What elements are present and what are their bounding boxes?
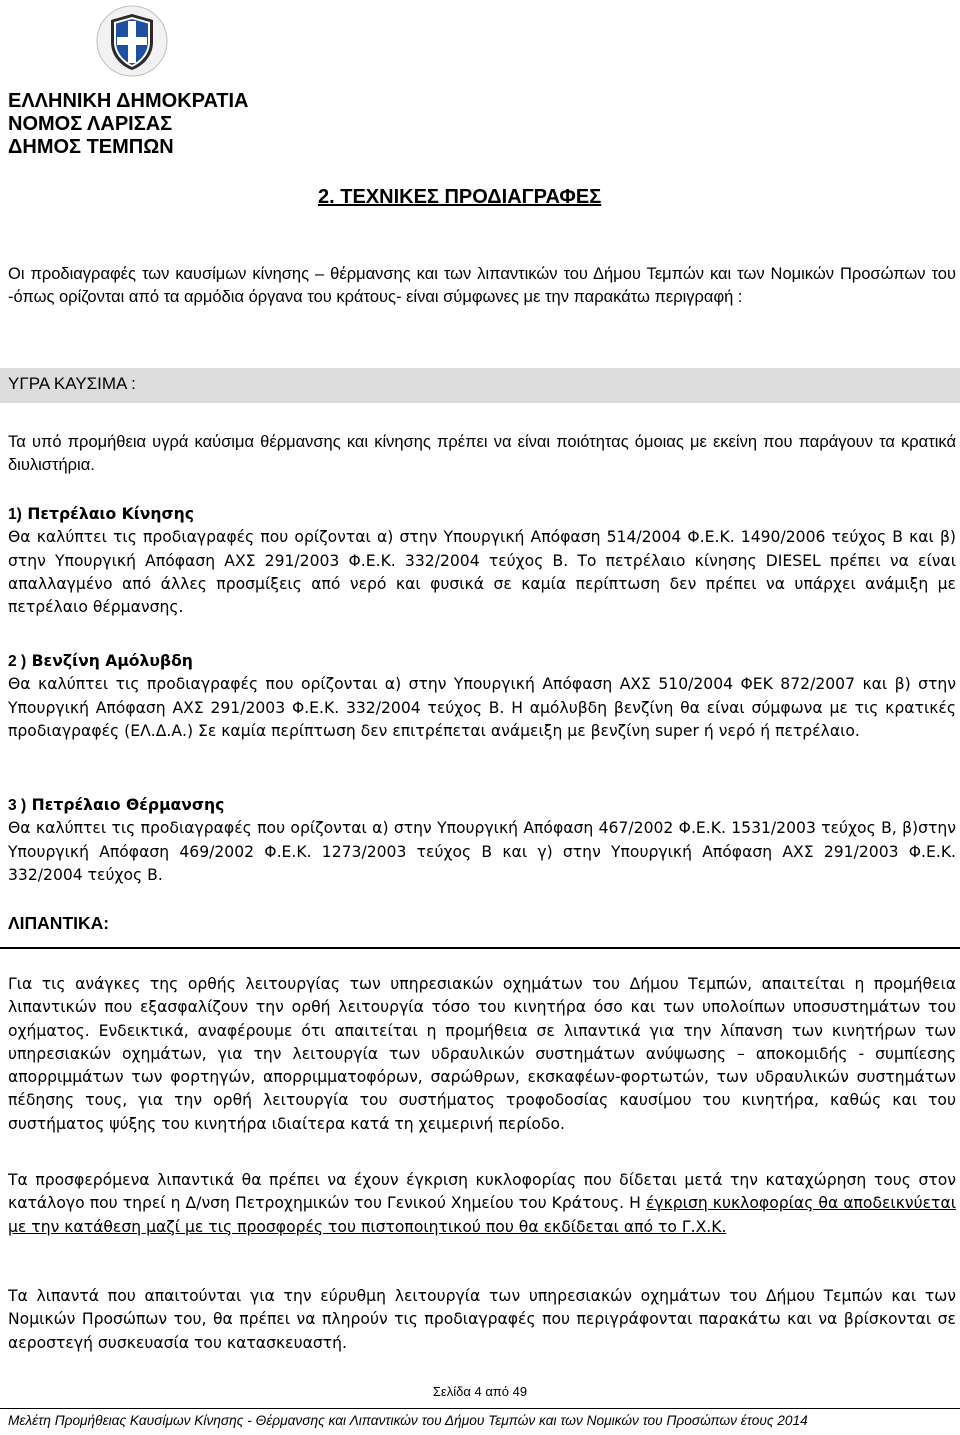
approval-certificate-note: έγκριση κυκλοφορίας θα αποδεικνύεται με την κατάθεση μαζί με τις προσφορές του πιστοποιητικού που θα εκδίδεται από το Γ.Χ.Κ. (8, 1194, 957, 1236)
liquid-fuels-heading: ΥΓΡΑ ΚΑΥΣΙΜΑ : (8, 374, 136, 393)
page-footer: Μελέτη Προμήθειας Καυσίμων Κίνησης - Θέρμανσης και Λιπαντικών του Δήμου Τεμπών και των Νομικών του Προσώπων έτους 2014 (8, 1413, 808, 1428)
intro-paragraph: Οι προδιαγραφές των καυσίμων κίνησης – θέρμανσης και των λιπαντικών του Δήμου Τεμπών και των Νομικών Προσώπων του -όπως ορίζονται από τα αρμόδια όργανα του κράτους- είναι σύμφωνες με την παρακάτω περιγραφή : (8, 265, 956, 306)
lubricants-heading: ΛΙΠΑΝΤΙΚΑ: (8, 913, 110, 933)
item-unleaded-petrol-text: Θα καλύπτει τις προδιαγραφές που ορίζονται α) στην Υπουργική Απόφαση ΑΧΣ 510/2004 ΦΕΚ 872/2007 και β) στην Υπουργική Απόφαση ΑΧΣ 291/2003 Φ.Ε.Κ. 332/2004 τεύχος Β. Η αμόλυβδη βενζίνη θα είναι σύμφωνα με τις κρατικές προδιαγραφές (ΕΛ.Δ.Α.) Σε καμία περίπτωση δεν επιτρέπεται ανάμειξη με βενζίνη super ή νερό ή πετρέλαιο. (8, 675, 956, 740)
liquid-fuels-heading-bar (0, 368, 960, 403)
footer-divider (0, 1408, 960, 1409)
lubricants-paragraph-3: Τα λιπαντά που απαιτούνται για την εύρυθμη λειτουργία των υπηρεσιακών οχημάτων του Δήμου Τεμπών και των Νομικών Προσώπων του, θα πρέπει να πληρούν τις προδιαγραφές που περιγράφονται παρακάτω και να βρίσκονται σε αεροστεγή συσκευασία του κατασκευαστή. (8, 1287, 956, 1352)
item-diesel-text: Θα καλύπτει τις προδιαγραφές που ορίζονται α) στην Υπουργική Απόφαση 514/2004 Φ.Ε.Κ. 1490/2006 τεύχος Β και β) στην Υπουργική Απόφαση ΑΧΣ 291/2003 Φ.Ε.Κ. 332/2004 τεύχος Β. Το πετρέλαιο κίνησης DIESEL πρέπει να είναι απαλλαγμένο από άλλες προσμίξεις από νερό και φυσικά σε καμία περίπτωση δεν πρέπει να υπάρχει ανάμιξη με πετρέλαιο θέρμανσης. (8, 528, 956, 617)
item-heating-oil-heading: 3 ) Πετρέλαιο Θέρμανσης (8, 796, 225, 814)
lubricants-divider (0, 947, 960, 949)
item-diesel-heading: 1) Πετρέλαιο Κίνησης (8, 505, 195, 523)
greek-coat-of-arms-icon (95, 4, 169, 78)
item-unleaded-petrol-heading: 2 ) Βενζίνη Αμόλυβδη (8, 652, 193, 670)
lubricants-paragraph-1: Για τις ανάγκες της ορθής λειτουργίας των υπηρεσιακών οχημάτων του Δήμου Τεμπών, απαιτείται η προμήθεια λιπαντικών που εξασφαλίζουν την ορθή λειτουργία τόσο του κινητήρα όσο και των υπολοίπων υποσυστημάτων του οχήματος. Ενδεικτικά, αναφέρουμε ότι απαιτείται η προμήθεια σε λιπαντικά για την λίπανση των κινητήρων των υπηρεσιακών οχημάτων, για την λειτουργία των υδραυλικών συστημάτων ανύψωσης – αποκομιδής - συμπίεσης απορριμμάτων των φορτηγών, απορριμματοφόρων, σαρώθρων, εκσκαφέων-φορτωτών, των υδραυλικών συστημάτων πέδησης τους, για την ορθή λειτουργία του συστήματος τροφοδοσίας καυσίμου του κινητήρα, καθώς και του συστήματος ψύξης του κινητήρα ιδιαίτερα κατά τη χειμερινή περίοδο. (8, 975, 956, 1133)
page-number: Σελίδα 4 από 49 (432, 1384, 528, 1399)
item-diesel (8, 503, 956, 619)
section-title: 2. ΤΕΧΝΙΚΕΣ ΠΡΟΔΙΑΓΡΑΦΕΣ (318, 186, 602, 208)
issuer-header (8, 90, 249, 159)
header-prefecture: ΝΟΜΟΣ ΛΑΡΙΣΑΣ (8, 113, 173, 135)
liquid-fuels-paragraph: Τα υπό προμήθεια υγρά καύσιμα θέρμανσης και κίνησης πρέπει να είναι ποιότητας όμοιας με εκείνη που παράγουν τα κρατικά διυλιστήρια. (8, 433, 956, 474)
lubricants-paragraph-2: Τα προσφερόμενα λιπαντικά θα πρέπει να έχουν έγκριση κυκλοφορίας που δίδεται μετά την καταχώρηση τους στον κατάλογο που τηρεί η Δ/νση Πετροχημικών του Γενικού Χημείου του Κράτους. Η έγκριση κυκλοφορίας θα αποδεικνύεται με την κατάθεση μαζί με τις προσφορές του πιστοποιητικού που θα εκδίδεται από το Γ.Χ.Κ. (8, 1171, 957, 1236)
item-unleaded-petrol (8, 650, 956, 743)
item-heating-oil (8, 794, 956, 887)
header-country: ΕΛΛΗΝΙΚΗ ΔΗΜΟΚΡΑΤΙΑ (8, 90, 249, 112)
item-heating-oil-text: Θα καλύπτει τις προδιαγραφές που ορίζονται α) στην Υπουργική Απόφαση 467/2002 Φ.Ε.Κ. 1531/2003 τεύχος Β, β)στην Υπουργική Απόφαση 469/2002 Φ.Ε.Κ. 1273/2003 τεύχος Β και γ) στην Υπουργική Απόφαση ΑΧΣ 291/2003 Φ.Ε.Κ. 332/2004 τεύχος Β. (8, 819, 956, 884)
header-municipality: ΔΗΜΟΣ ΤΕΜΠΩΝ (8, 136, 174, 158)
